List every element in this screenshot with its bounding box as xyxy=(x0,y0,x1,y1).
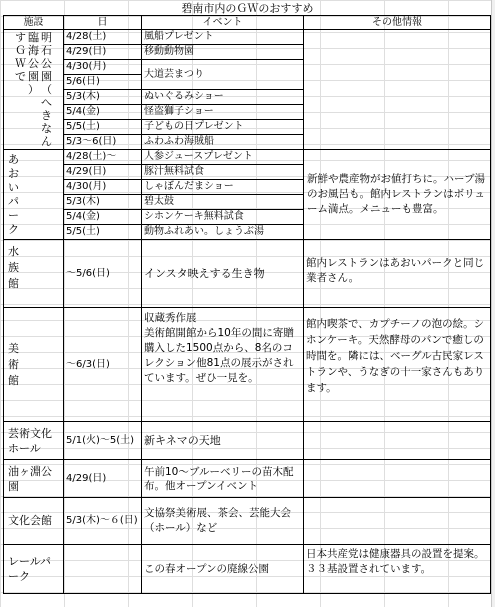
event-cell: 動物ふれあい。しょうぶ湯 xyxy=(142,225,304,240)
event-cell: 文協祭美術展、茶会、芸能大会（ホール）など xyxy=(142,498,304,545)
facility-rail-park: レールパーク xyxy=(4,545,64,594)
date-cell: 4/28(土)〜 xyxy=(64,150,142,165)
vertical-char: 公 xyxy=(28,57,39,70)
vertical-char: 術 xyxy=(8,357,19,371)
vertical-char: き xyxy=(41,109,52,122)
event-cell: シホンケーキ無料試食 xyxy=(142,210,304,225)
vertical-char: 明 xyxy=(41,31,52,44)
facility-col-3 xyxy=(15,31,26,148)
facility-vertical-text xyxy=(8,341,61,389)
facility-bunka: 文化会館 xyxy=(4,498,64,545)
vertical-char: 公 xyxy=(41,57,52,70)
table-row xyxy=(4,460,491,498)
info-cell xyxy=(304,498,491,545)
date-cell: 5/1(火)〜5(土) xyxy=(64,422,142,460)
vertical-char: で xyxy=(15,70,26,83)
info-cell: 新鮮や農産物がお値打ちに。ハーブ湯のお風呂も。館内レストランはボリューム満点。メニューも豊富。 xyxy=(304,150,491,240)
date-cell xyxy=(64,545,142,594)
vertical-char: Ｇ xyxy=(15,44,26,57)
date-cell: 5/4(金) xyxy=(64,105,142,120)
event-cell: 子どもの日プレゼント xyxy=(142,120,304,135)
vertical-char: 館 xyxy=(8,373,19,387)
event-cell: 碧太鼓 xyxy=(142,195,304,210)
info-cell xyxy=(304,422,491,460)
event-cell: 移動動物園 xyxy=(142,45,304,60)
facility-aoi xyxy=(4,150,64,240)
event-cell: この春オープンの廃線公園 xyxy=(142,545,304,594)
header-row xyxy=(4,16,491,30)
table-row xyxy=(4,308,491,422)
table-row xyxy=(4,30,491,45)
table-row xyxy=(4,422,491,460)
event-cell: インスタ映えする生き物 xyxy=(142,240,304,308)
event-cell: しゃぼんだまショー xyxy=(142,180,304,195)
facility-vertical-text xyxy=(4,153,63,237)
date-cell: 5/3〜6(日) xyxy=(64,135,142,150)
vertical-char: 族 xyxy=(8,261,19,274)
info-cell: 館内レストランはあおいパークと同じ業者さん。 xyxy=(304,240,491,308)
event-cell: 収蔵秀作展 美術館開館から10年の間に寄贈購入した1500点から、8名のコレクション他81点の展示がされています。ぜひ一見を。 xyxy=(142,308,304,422)
vertical-char: 臨 xyxy=(28,31,39,44)
date-cell: 4/29(日) xyxy=(64,45,142,60)
header-date: 日 xyxy=(64,16,142,30)
date-cell: 5/3(木) xyxy=(64,195,142,210)
vertical-char: 園 xyxy=(41,70,52,83)
scrollbar-edge[interactable] xyxy=(491,0,495,607)
table-row xyxy=(4,498,491,545)
vertical-char: 石 xyxy=(41,44,52,57)
info-cell: 日本共産党は健康器具の設置を提案。３３基設置されています。 xyxy=(304,545,491,594)
event-cell: 豚汁無料試食 xyxy=(142,165,304,180)
facility-vertical-text xyxy=(8,244,63,292)
facility-col-2 xyxy=(28,31,39,148)
date-cell: 4/30(月) xyxy=(64,60,142,75)
vertical-char: 海 xyxy=(28,44,39,57)
facility-meiseki xyxy=(4,30,64,150)
facility-aquarium xyxy=(4,240,64,308)
header-info: その他情報 xyxy=(304,16,491,30)
event-cell: 新キネマの天地 xyxy=(142,422,304,460)
page-title: 碧南市内のＧＷのおすすめ xyxy=(181,2,314,15)
events-table xyxy=(3,15,491,594)
vertical-char: へ xyxy=(41,96,52,109)
event-cell: 風船プレゼント xyxy=(142,30,304,45)
vertical-char: あ xyxy=(8,152,19,166)
vertical-char: お xyxy=(8,166,19,180)
vertical-char: （ xyxy=(41,83,52,96)
table-row xyxy=(4,545,491,594)
vertical-char: す xyxy=(15,31,26,44)
table-row xyxy=(4,240,491,308)
vertical-char: ん xyxy=(41,135,52,148)
date-cell: 〜5/6(日) xyxy=(64,240,142,308)
facility-arts-hall: 芸術文化ホール xyxy=(4,422,64,460)
event-cell: 人参ジュースプレゼント xyxy=(142,150,304,165)
info-cell: 館内喫茶で、カプチーノの泡の絵。シホンケーキ。天然酵母のパンで癒しの時間を。隣には、ベーグル古民家レストランや、うなぎの十一家さんもあります。 xyxy=(304,308,491,422)
vertical-char: な xyxy=(41,122,52,135)
date-cell: 5/6(日) xyxy=(64,75,142,90)
event-cell: ぬいぐるみショー xyxy=(142,90,304,105)
facility-museum xyxy=(4,308,64,422)
date-cell: 4/29(日) xyxy=(64,165,142,180)
header-facility: 施設 xyxy=(4,16,64,30)
vertical-char: 美 xyxy=(8,341,19,355)
date-cell: 5/5(土) xyxy=(64,120,142,135)
vertical-char: パ xyxy=(8,194,19,208)
event-cell: 午前10〜ブルーベリーの苗木配布。他オープンイベント xyxy=(142,460,304,498)
vertical-char: ク xyxy=(8,222,19,236)
header-event: イベント xyxy=(142,16,304,30)
vertical-char: い xyxy=(8,180,19,194)
table-row xyxy=(4,150,491,165)
vertical-char: 園 xyxy=(28,70,39,83)
date-cell: 4/29(日) xyxy=(64,460,142,498)
vertical-char: ー xyxy=(8,208,19,222)
event-cell: ふわふわ海賊船 xyxy=(142,135,304,150)
info-cell xyxy=(304,460,491,498)
info-cell xyxy=(304,30,491,150)
date-cell: 5/3(木) xyxy=(64,90,142,105)
vertical-char: 館 xyxy=(8,277,19,290)
event-cell: 怪盗獅子ショー xyxy=(142,105,304,120)
facility-col-1 xyxy=(41,31,52,148)
vertical-char: Ｗ xyxy=(15,57,26,70)
date-cell: 4/28(土) xyxy=(64,30,142,45)
date-cell: 5/4(金) xyxy=(64,210,142,225)
date-cell: 5/3(木)〜６(日) xyxy=(64,498,142,545)
facility-vertical-text xyxy=(4,31,63,148)
event-cell: 大道芸まつり xyxy=(142,60,304,90)
date-cell: 5/5(土) xyxy=(64,225,142,240)
date-cell: 〜6/3(日) xyxy=(64,308,142,422)
date-cell: 4/30(月) xyxy=(64,180,142,195)
facility-aburagafuchi: 油ヶ淵公園 xyxy=(4,460,64,498)
vertical-char: 水 xyxy=(8,245,19,258)
vertical-char: ） xyxy=(28,83,39,96)
